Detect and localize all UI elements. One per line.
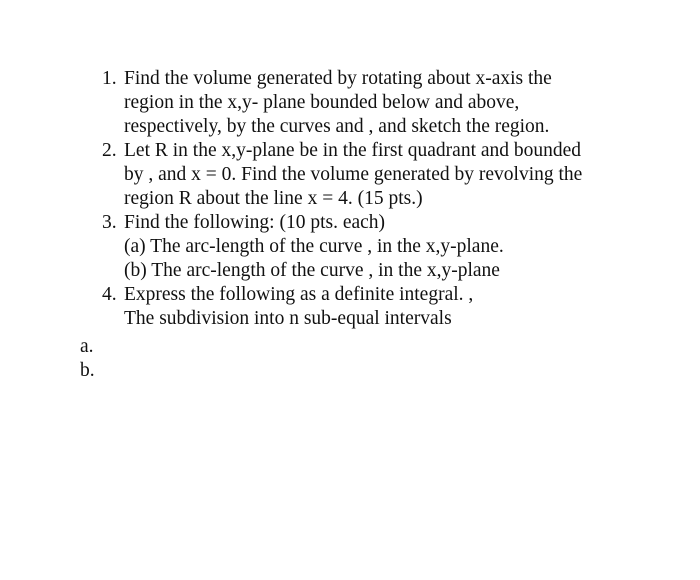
problem-1-line-3: respectively, by the curves and , and sketch the region. xyxy=(124,116,550,137)
problem-2-line-1: Let R in the x,y-plane be in the first quadrant and bounded xyxy=(124,140,582,161)
problem-2-number: 2. xyxy=(102,140,117,161)
problem-3-part-b: (b) The arc-length of the curve , in the x,y-plane xyxy=(124,260,500,281)
problem-4-line-2: The subdivision into n sub-equal intervals xyxy=(124,308,452,329)
problem-1-line-2: region in the x,y- plane bounded below and above, xyxy=(124,92,520,113)
problem-1-line-1: Find the volume generated by rotating about x-axis the xyxy=(124,68,552,89)
problem-2-line-3: region R about the line x = 4. (15 pts.) xyxy=(124,188,423,209)
sub-item-b: b. xyxy=(80,360,95,381)
problem-3-number: 3. xyxy=(102,212,117,233)
problem-4-line-1: Express the following as a definite integral. , xyxy=(124,284,474,305)
sub-item-a: a. xyxy=(80,336,94,357)
problem-4-number: 4. xyxy=(102,284,117,305)
problem-3-part-a: (a) The arc-length of the curve , in the x,y-plane. xyxy=(124,236,504,257)
problem-2-line-2: by , and x = 0. Find the volume generated by revolving the xyxy=(124,164,583,185)
problem-1-number: 1. xyxy=(102,68,117,89)
problem-3-line-1: Find the following: (10 pts. each) xyxy=(124,212,386,233)
